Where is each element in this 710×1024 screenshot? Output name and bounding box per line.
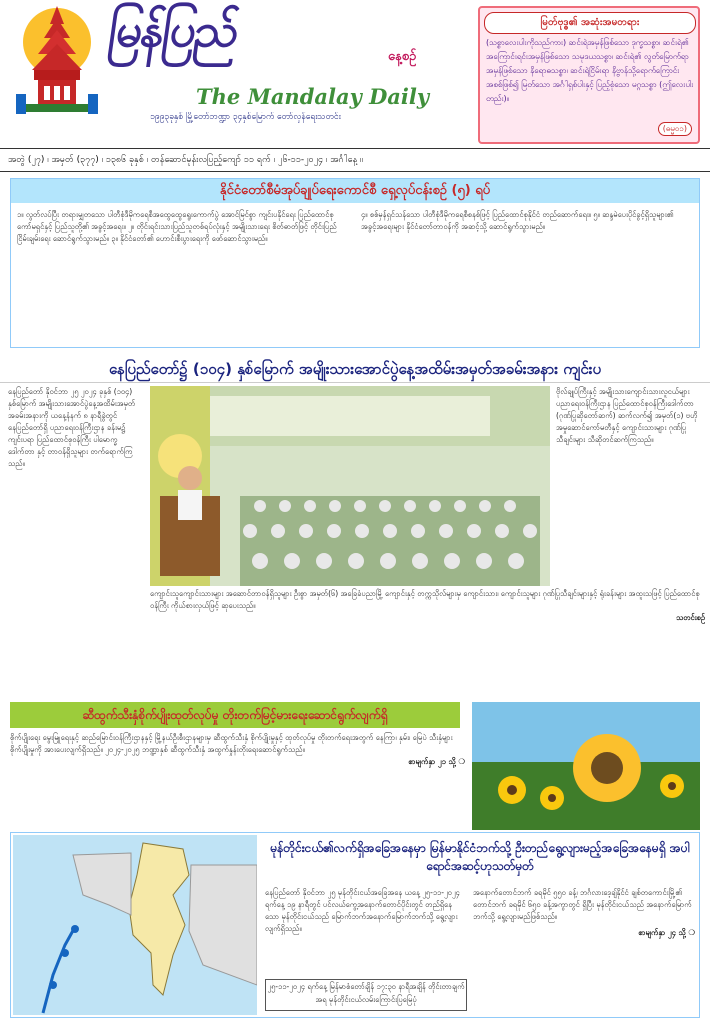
oil-crop-continued[interactable]: စာမျက်နှာ ၂၁ သို့ ❍ (408, 757, 465, 766)
sunflower-photo (472, 702, 700, 830)
national-day-article (0, 356, 710, 622)
oil-crop-text (10, 732, 465, 824)
slogan-title: မြတ်ဗုဒ္ဓ၏ အဆုံးအမတရား (484, 12, 696, 34)
oil-crop-body: စိုက်ပျိုးရေး မွေးမြူရေးနှင့် ဆည်မြောင်းဝန်ကြီးဌာနနှင့် မြို့နယ်ဦးစီးဌာနများမှ ဆီထွက်သီးနှံ စိုက်ပျိုးမှုနှင့် ထုတ်လုပ်မှု တိုးတက်ရေးအတွက် နေကြာ၊ နှမ်း၊ မြေပဲ သီးနှံများ စိုက်ပျိုးမှုကို အားပေးလျက်ရှိသည်။ ၂၀၂၄-၂၀၂၅ ဘဏ္ဍာနှစ် ဆီထွက်သီးနှံ အထွက်နှုန်းတိုးရေးဆောင်ရွက်သည်။ (10, 733, 453, 754)
roadmap-headline[interactable]: နိုင်ငံတော်စီမံအုပ်ချုပ်ရေးကောင်စီ ရှေ့လုပ်ငန်းစဉ် (၅) ရပ် (11, 179, 699, 203)
national-day-left-column: နေပြည်တော် နိုဝင်ဘာ ၂၅ ၂၀၂၄ ခုနှစ် (၁၀၄) နှစ်မြောက် အမျိုးသားအောင်ပွဲနေ့အထိမ်းအမှတ်အခမ်းအနားကို ယနေ့နံနက် ၈ နာရီခွဲတွင် နေပြည်တော်ရှိ ပညာရေးဝန်ကြီးဌာန ခန်းမ၌ ကျင်းပရာ ပြည်ထောင်စုဝန်ကြီး ပါမောက္ခ ဒေါက်တာ နှင့် တာဝန်ရှိသူများ တက်ရောက်ကြသည်။ (8, 387, 136, 468)
national-day-right-column: ဗိုလ်ချုပ်ကြီးနှင့် အမျိုးသားကျောင်းသားလူငယ်များ ပညာရေးဝန်ကြီးဌာန ပြည်ထောင်စုဝန်ကြီးဒေါက်တာ (ဂုဏ်ပြုဆိုတော်ဆက်) ဆက်လက်၍ အမှတ်(၁) ဗဟိုအမှုဆောင်ကော်မတီနှင့် ကျောင်းသားများ ဂုဏ်ပြုသီချင်းများ သီဆိုတင်ဆက်ကြသည်။ (556, 387, 698, 444)
palace-emblem-icon (14, 4, 100, 114)
masthead (0, 0, 710, 148)
national-day-bottom-body: ကျောင်းသူကျောင်းသားများ အဆောင်တာဝန်ရှိသူများ ဦးစွာ အမှတ်(၆) အခြေခံပညာမြို့ ကျောင်းနှင့် တက္ကသိုလ်များမှ ကျောင်းသား၊ ကျောင်းသူများ ဂုဏ်ပြုသီချင်းများနှင့် ရုံးခန်းများ အထူးသဖြင့် ပြည်ထောင်စုဝန်ကြီး ကိုယ်စားလှယ်ဖြင့် ဆုပေးသည်။ (150, 589, 700, 610)
national-day-bottom-text (150, 588, 705, 668)
map-caption-box: ၂၅-၁၁-၂၀၂၄ ရက်နေ့ မြန်မာစံတော်ချိန် ၁၇:၃၀ နာရီအချိန် တိုင်းတာချက်အရ မုန်တိုင်းငယ်လမ်းကြောင်းပြမြေပုံ (265, 979, 467, 1011)
cyclone-column-2 (473, 887, 695, 1015)
cyclone-column-1: နေပြည်တော် နိုဝင်ဘာ ၂၅ မုန်တိုင်းငယ်အခြေအနေ ယနေ့ ၂၅-၁၁-၂၀၂၄ ရက်နေ့ ၁၉ နာရီတွင် ပင်လယ်ကွေ့အနောက်တောင်ပိုင်းတွင် တည်ရှိနေသော မုန်တိုင်းငယ်သည် မြောက်ဘက်အနောက်မြောက်ဘက်သို့ ရွေ့လျားလျက်ရှိသည်။ (265, 888, 460, 933)
newspaper-title-sub: နေ့စဉ် (388, 49, 417, 64)
cyclone-article (10, 832, 700, 1018)
roadmap-section (10, 178, 700, 348)
oil-crop-headline[interactable]: ဆီထွက်သီးနှံစိုက်ပျိုးထုတ်လုပ်မှု တိုးတက်မြင့်မားရေးဆောင်ရွက်လျက်ရှိ (10, 702, 460, 728)
ceremony-photo (150, 386, 550, 586)
issue-date-text: အတွဲ (၂၇) ၊ အမှတ် (၃၇၇) ၊ ၁၃၈၆ ခုနှစ် ၊ တန်ဆောင်မုန်းလပြည့်ကျော် ၁၁ ရက် ၊ ၂၆-၁၁-၂၀၂၄ ၊ အင်္ဂါနေ့ ။ (8, 155, 363, 165)
cyclone-column-2-body: အနောက်တောင်ဘက် ခရမိုင် ၅၅၀ ခန့်၊ ဘင်္ဂလားဒေ့ချ်နိုင်ငံ ချစ်တကောင်းမြို့၏ တောင်ဘက် ခရမိုင် ၆၅၀ ခန့်အကွာတွင် ရှိပြီး မုန်တိုင်းငယ်သည် အနောက်မြောက်ဘက်သို့ ရွေ့လျားမည်ဖြစ်သည်။ (473, 888, 692, 921)
cyclone-track-map (13, 835, 257, 1015)
slogan-badge: (ဓမ္မ၀၁) (658, 122, 692, 136)
roadmap-left-column: ၁။ လွတ်လပ်ပြီး တရားမျှတသော ပါတီစုံဒီမိုကရေစီအထွေထွေရွေးကောက်ပွဲ အောင်မြင်စွာ ကျင်းပနိုင်ရေး ပြည်ထောင်စုကော်မရှင်နှင့် ပြည်သူတို့၏ အခွင့်အရေး။ ၂။ တိုင်းရင်းသားပြည်သူတစ်ရပ်လုံးနှင့် အမျိုးသားရေး စိတ်ဓာတ်ဖြင့် တိုင်းပြည်ငြိမ်းချမ်းရေး ဆောင်ရွက်သွားမည်။ ၃။ နိုင်ငံတော်၏ ဟောင်းစီးပွားရေးကို ဖော်ဆောင်သွားမည်။ (17, 210, 337, 243)
tagline: ၁၉၉၃ခုနှစ် မြို့တော်ဘဏ္ဍာ ၃၄နှစ်မြောက် တော်လှန်ရေးသတင်း (150, 112, 341, 122)
oil-crop-article (10, 702, 700, 826)
slogan-text: (သစ္စာလေးပါးကိုသည်ကား) ဆင်းရဲအမှန်ဖြစ်သော ဒုက္ခသစ္စာ၊ ဆင်းရဲ၏ အကြောင်းရင်းအမှန်ဖြစ်သော သမုဒယသစ္စာ၊ ဆင်းရဲ၏ လွတ်မြောက်ရာအမှန်ဖြစ်သော နိရောဓသစ္စာ၊ ဆင်းရဲငြိမ်းရာ နိဗ္ဗာန်သို့ရောက်ကြောင်း အစစ်ဖြစ်၍ မြတ်သော အင်္ဂါရှစ်ပါးနှင့် ပြည့်စုံသော မဂ္ဂသစ္စာ (ဤလေးပါးတည်း)။ (486, 38, 694, 103)
national-day-credit: သတင်းစဉ် (676, 613, 705, 622)
english-name: The Mandalay Daily (196, 84, 430, 109)
cyclone-headline[interactable]: မုန်တိုင်းငယ်၏လက်ရှိအခြေအနေမှာ မြန်မာနိုင်ငံဘက်သို့ ဦးတည်ရွေ့လျားမည့်အခြေအနေမရှိ အပါရောင်အဆင့်ဟုသတ်မှတ် (270, 841, 690, 873)
roadmap-right-column: ၄။ စစ်မှန်ရှင်သန်သော ပါတီစုံဒီမိုကရေစီစနစ်ဖြင့် ပြည်ထောင်စုနိုင်ငံ တည်ဆောက်ရေး။ ၅။ ဆန္ဒမဲပေးပိုင်ခွင့်ရှိသူများ၏ အခွင့်အရေးများ နိုင်ငံတော်တာဝန်ကို အဆင့်သို့ ဆောင်ရွက်သွားမည်။ (361, 210, 674, 231)
newspaper-title: မြန်ပြည် (105, 3, 242, 57)
national-day-headline[interactable]: နေပြည်တော်၌ (၁၀၄) နှစ်မြောက် အမျိုးသားအောင်ပွဲနေ့အထိမ်းအမှတ်အခမ်းအနား ကျင်းပ (0, 356, 710, 383)
slogan-box (478, 6, 700, 144)
cyclone-continued[interactable]: စာမျက်နှာ ၂၄ သို့ ❍ (638, 928, 695, 937)
issue-date-bar (0, 148, 710, 172)
